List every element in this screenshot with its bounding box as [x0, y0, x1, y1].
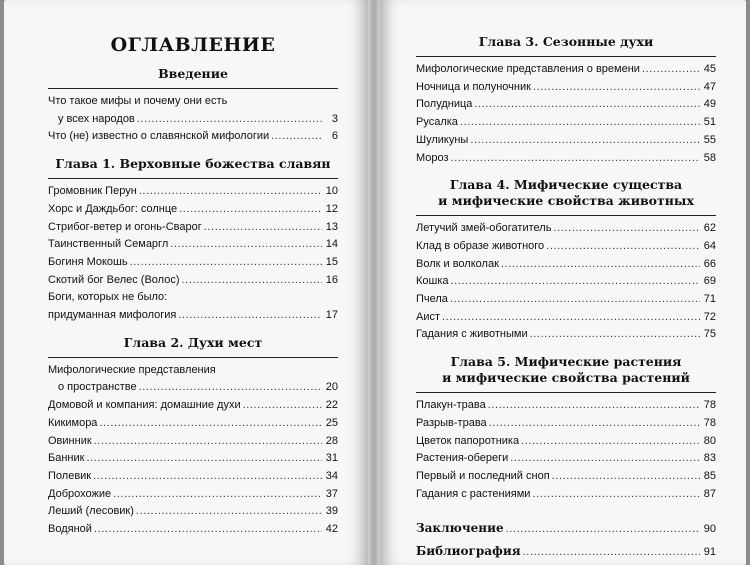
toc-entry-bibliography: Библиография ..... 91 [416, 540, 716, 563]
toc-entry: Полудница ..... 49 [416, 96, 716, 114]
toc-entry: Богиня Мокошь ..... 15 [48, 254, 338, 272]
right-page [380, 0, 746, 565]
toc-entry: Первый и последний сноп ..... 85 [416, 468, 716, 486]
toc-entry: Летучий змей-обогатитель ..... 62 [416, 220, 716, 238]
intro-heading: Введение [158, 66, 228, 81]
toc-entry: Мороз ..... 58 [416, 150, 716, 168]
toc-entry: Таинственный Семаргл ..... 14 [48, 236, 338, 254]
toc-entry: Доброхожие ..... 37 [48, 486, 338, 504]
toc-entry: Банник ..... 31 [48, 450, 338, 468]
chapter-4-subheading: и мифические свойства животных [438, 193, 694, 209]
toc-entry: у всех народов ..... 3 [48, 111, 338, 129]
chapter-1-heading: Глава 1. Верховные божества славян [55, 156, 331, 172]
toc-entry-conclusion: Заключение ..... 90 [416, 517, 716, 540]
toc-entry: Что (не) известно о славянской мифологии ..... 6 [48, 128, 338, 146]
toc-entry: придуманная мифология ..... 17 [48, 307, 338, 325]
toc-entry: Полевик ..... 34 [48, 468, 338, 486]
toc-entry: Аист ..... 72 [416, 309, 716, 327]
intro-section [48, 66, 338, 146]
left-column [48, 34, 338, 549]
toc-entry: Скотий бог Велес (Волос) ..... 16 [48, 272, 338, 290]
chapter-4-entries [416, 215, 716, 344]
toc-entry: Растения-обереги ..... 83 [416, 450, 716, 468]
toc-entry: Пчела ..... 71 [416, 291, 716, 309]
intro-entries [48, 88, 338, 146]
chapter-3-entries [416, 56, 716, 167]
toc-title: ОГЛАВЛЕНИЕ [110, 34, 276, 56]
toc-entry: Кошка ..... 69 [416, 273, 716, 291]
right-column [416, 34, 716, 565]
left-page [4, 0, 368, 565]
toc-entry: Волк и волколак ..... 66 [416, 256, 716, 274]
toc-entry-line: Что такое мифы и почему они есть [48, 95, 228, 107]
toc-entry: Громовник Перун ..... 10 [48, 183, 338, 201]
toc-entry: Гадания с животными ..... 75 [416, 326, 716, 344]
toc-entry: Клад в образе животного ..... 64 [416, 238, 716, 256]
toc-entry: Ночница и полуночник ..... 47 [416, 79, 716, 97]
toc-entry-line: Боги, которых не было: [48, 291, 168, 304]
toc-entry: Леший (лесовик) ..... 39 [48, 503, 338, 521]
toc-entry: Хорс и Даждьбог: солнце ..... 12 [48, 201, 338, 219]
chapter-5-subheading: и мифические свойства растений [442, 370, 690, 386]
chapter-2-heading: Глава 2. Духи мест [123, 334, 263, 350]
chapter-2-section [48, 335, 338, 539]
toc-entry: Кикимора ..... 25 [48, 415, 338, 433]
toc-entry: Разрыв-трава ..... 78 [416, 415, 716, 433]
toc-entry: о пространстве ..... 20 [48, 379, 338, 397]
toc-entry: Домовой и компания: домашние духи ..... 22 [48, 397, 338, 415]
chapter-5-entries [416, 392, 716, 503]
chapter-4-heading: Глава 4. Мифические существа [449, 177, 683, 193]
book-gutter [368, 0, 380, 565]
tail-section [416, 517, 716, 563]
chapter-2-entries [48, 357, 338, 539]
toc-entry: Шуликуны ..... 55 [416, 132, 716, 150]
chapter-3-section [416, 34, 716, 167]
chapter-1-entries [48, 178, 338, 325]
toc-entry-line: Мифологические представления [48, 363, 216, 376]
chapter-3-heading: Глава 3. Сезонные духи [478, 34, 654, 49]
toc-entry: Овинник ..... 28 [48, 433, 338, 451]
toc-entry: Гадания с растениями ..... 87 [416, 486, 716, 504]
toc-entry: Стрибог-ветер и огонь-Сварог ..... 13 [48, 219, 338, 237]
chapter-4-section [416, 177, 716, 344]
chapter-5-section [416, 354, 716, 503]
toc-entry: Цветок папоротника ..... 80 [416, 433, 716, 451]
toc-entry: Плакун-трава ..... 78 [416, 397, 716, 415]
toc-entry: Русалка ..... 51 [416, 114, 716, 132]
chapter-5-heading: Глава 5. Мифические растения [450, 354, 682, 370]
toc-entry: Мифологические представления о времени ..... 45 [416, 61, 716, 79]
chapter-1-section [48, 156, 338, 325]
toc-entry: Водяной ..... 42 [48, 521, 338, 539]
